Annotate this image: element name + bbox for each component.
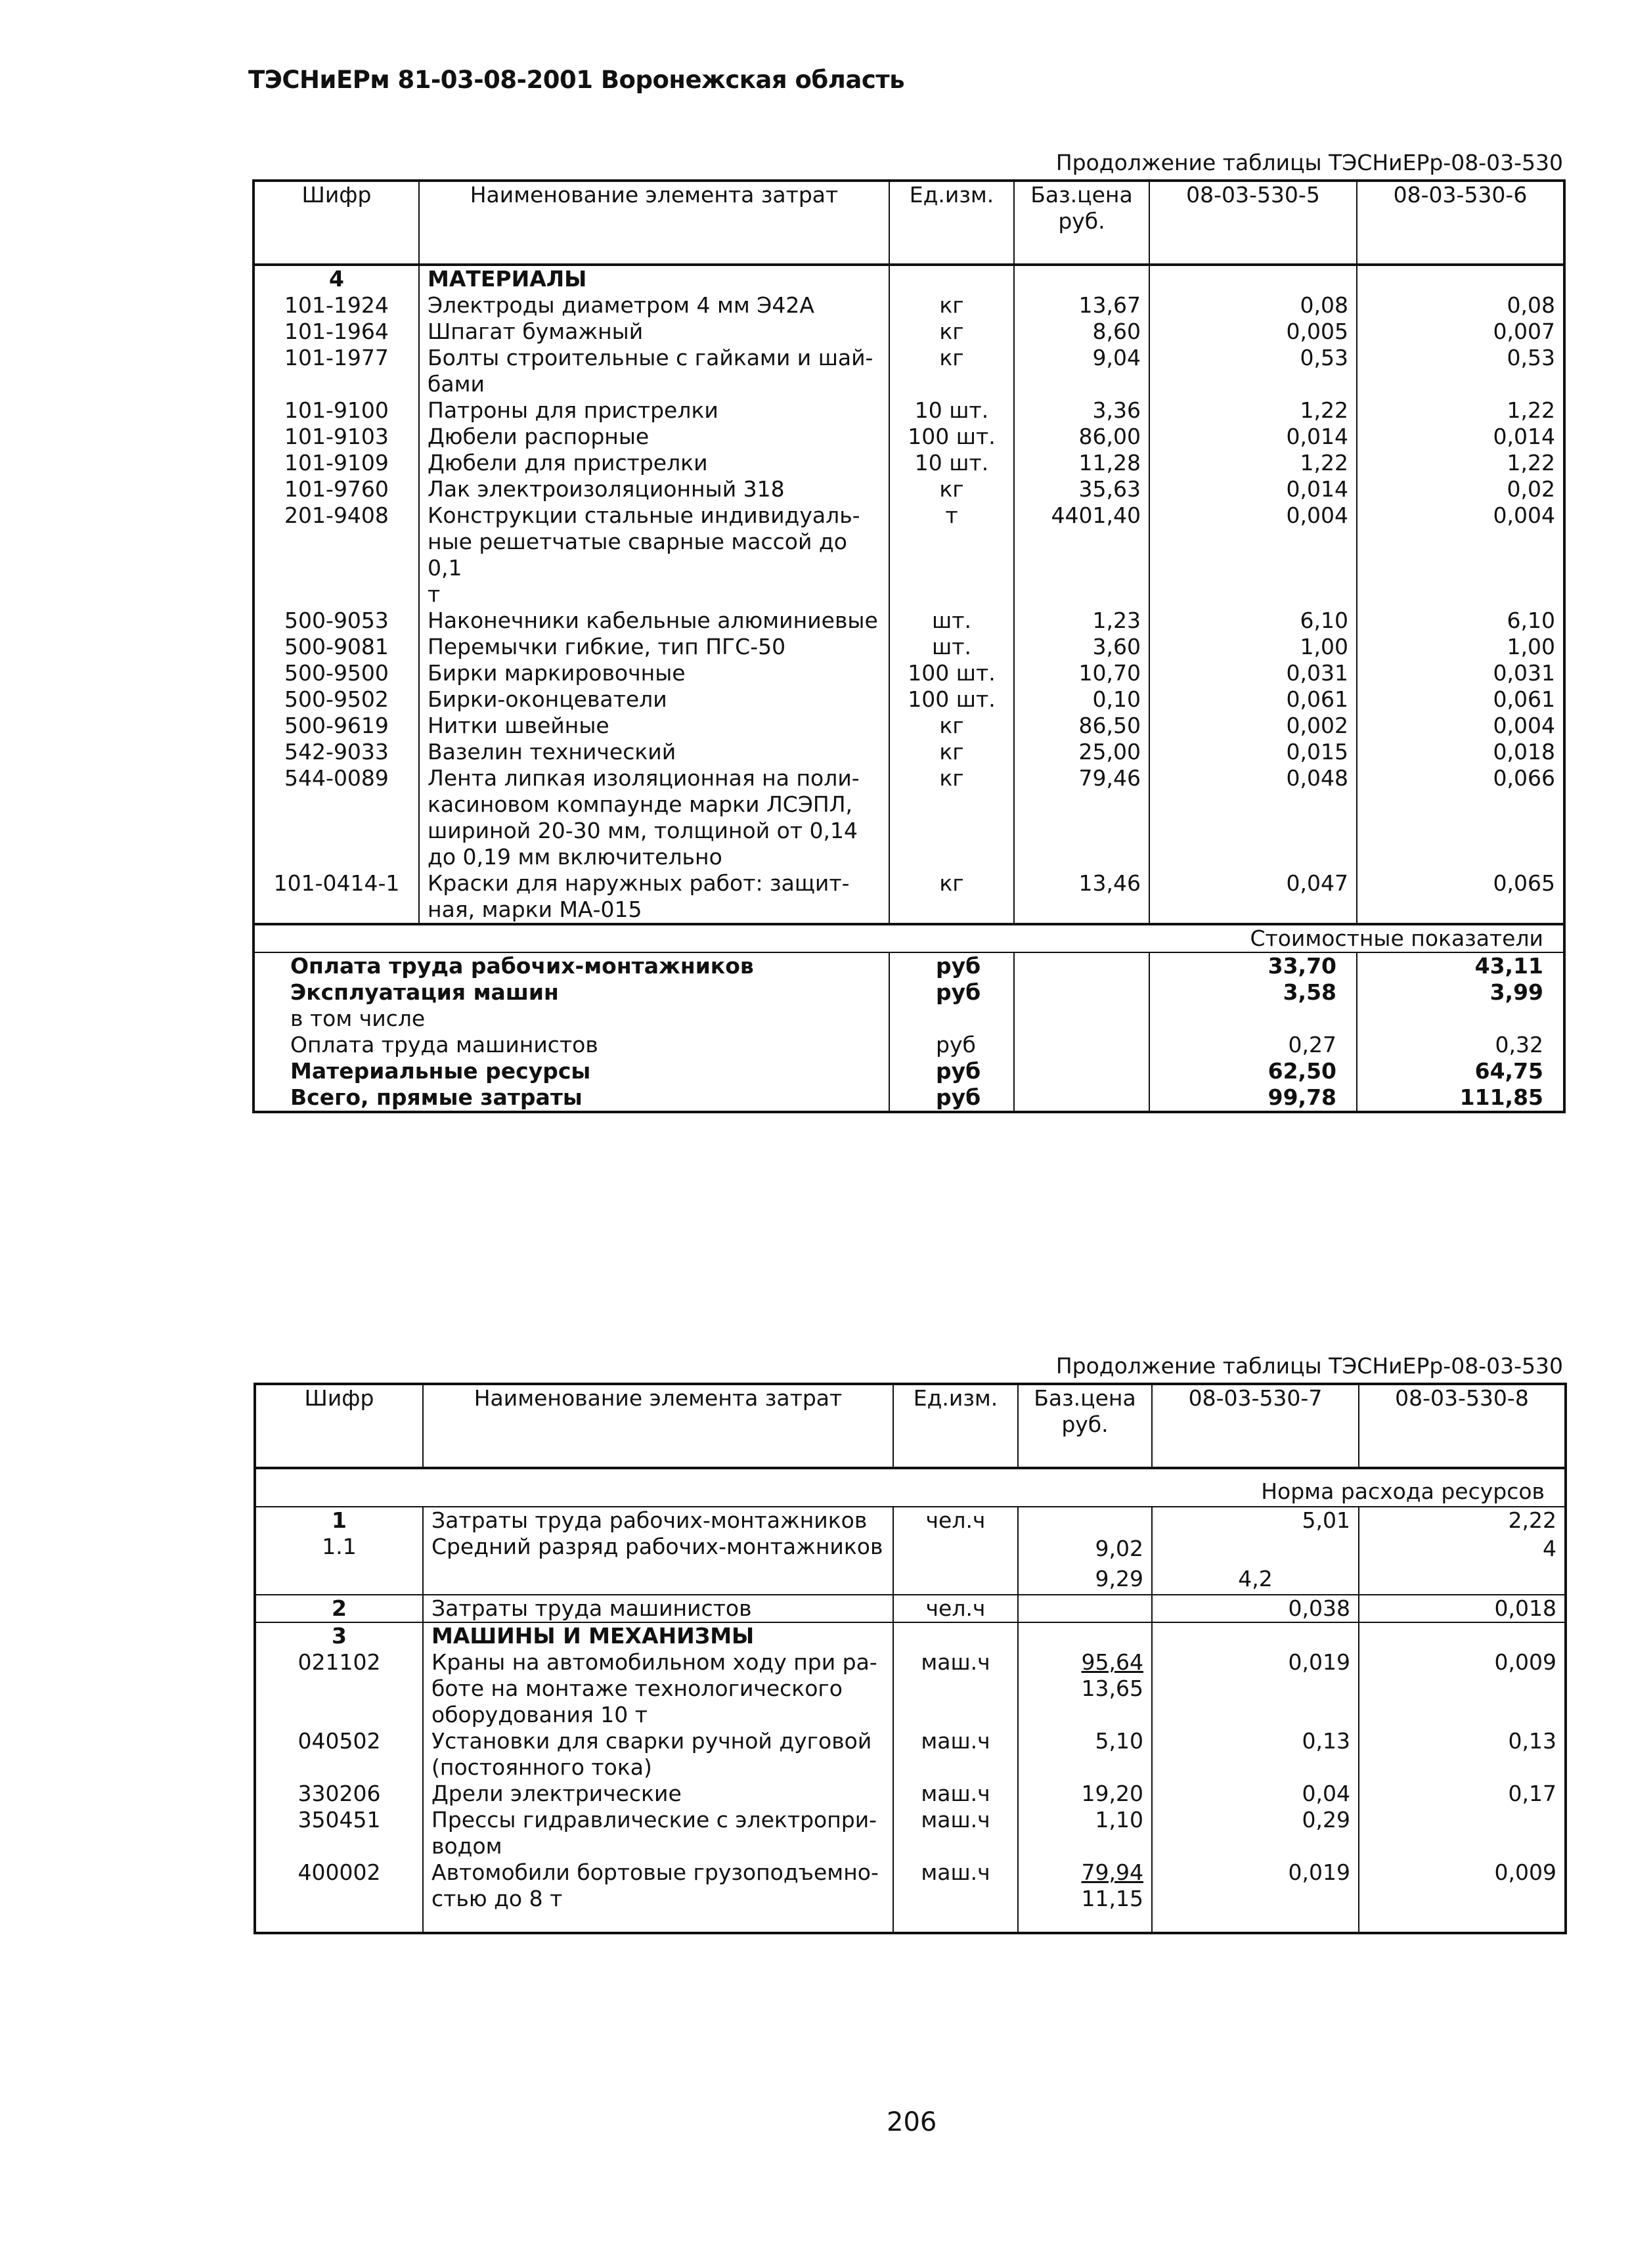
row-value-1: 0,005 [1149,319,1357,345]
row-unit: кг [889,476,1014,502]
row-value-2: 0,13 [1359,1728,1566,1781]
table-row [254,686,1564,713]
summary-value-1: 3,58 [1149,979,1357,1006]
summary-unit: руб [889,979,1014,1006]
row-value-2: 0,066 [1357,765,1564,870]
summary-price [1014,1084,1149,1112]
cost-caption: Стоимостные показатели [254,924,1564,952]
header-unit: Ед.изм. [893,1384,1018,1468]
summary-row [254,979,1564,1006]
row-value-1: 1,22 [1149,397,1357,424]
row-code: 101-9760 [284,476,389,502]
row-value-1: 0,048 [1149,765,1357,870]
summary-unit: руб [889,1084,1014,1112]
row-code: 101-0414-1 [273,870,400,896]
row-unit: маш.ч [893,1649,1018,1728]
row-value-1: 0,047 [1149,870,1357,924]
header-code: Шифр [255,1384,423,1468]
row-code: 330206 [298,1781,381,1806]
row-value-2: 2,22 [1359,1507,1566,1534]
row-code: 101-9109 [284,450,389,476]
row-value-2: 0,065 [1357,870,1564,924]
row-price: 1,23 [1014,608,1149,634]
row-name: Дюбели распорные [419,424,889,450]
row-unit: 100 шт. [889,424,1014,450]
table-row [254,397,1564,424]
row-value-1: 0,038 [1152,1595,1359,1622]
row-value-1: 4,2 [1238,1566,1273,1591]
row-name: Средний разряд рабочих-монтажников [423,1534,893,1595]
row-price: 79,46 [1014,765,1149,870]
row-price: 86,50 [1014,713,1149,739]
row-value-2: 0,007 [1357,319,1564,345]
row-unit: 100 шт. [889,686,1014,713]
row-value-2: 0,009 [1359,1649,1566,1728]
row-price-secondary: 11,15 [1081,1886,1143,1911]
row-price: 11,28 [1014,450,1149,476]
table-row [254,476,1564,502]
row-name: Перемычки гибкие, тип ПГС-50 [419,634,889,660]
row-name: Затраты труда машинистов [423,1595,893,1622]
table2 [254,1383,1567,1934]
row-name: Краны на автомобильном ходу при ра- боте на монтаже технологического оборудования 10 т [423,1649,893,1728]
summary-label: в том числе [290,1006,426,1031]
row-code: 201-9408 [284,502,389,528]
document-title: ТЭСНиЕРм 81-03-08-2001 Воронежская область [248,66,905,94]
table-row [254,502,1564,608]
row-code: 500-9619 [284,713,389,738]
summary-unit: руб [889,1058,1014,1084]
row-value-2: 4 [1543,1536,1556,1561]
table-row [254,713,1564,739]
row-name: Дюбели для пристрелки [419,450,889,476]
row-value-2: 0,018 [1359,1595,1566,1622]
summary-row [254,1058,1564,1084]
row-code: 021102 [298,1649,381,1675]
row-name: Наконечники кабельные алюминиевые [419,608,889,634]
norm-caption: Норма расхода ресурсов [255,1468,1566,1507]
table-row [255,1781,1566,1807]
row-price: 9,04 [1014,345,1149,397]
row-price-cell [1018,1859,1152,1912]
row-value-1: 6,10 [1149,608,1357,634]
row-price: 25,00 [1014,739,1149,765]
row-value-1: 1,22 [1149,450,1357,476]
row-value-1: 0,014 [1149,476,1357,502]
table-row [254,660,1564,686]
row-code: 2 [255,1595,423,1622]
summary-price [1014,1006,1149,1032]
header-col2: 08-03-530-6 [1357,181,1564,265]
row-code: 101-9100 [284,397,389,423]
table-row [254,450,1564,476]
row-name: Бирки маркировочные [419,660,889,686]
row-value-1: 1,00 [1149,634,1357,660]
row-name: Прессы гидравлические с электропри- водом [423,1807,893,1859]
row-value-1: 0,019 [1152,1649,1359,1728]
row-name: Электроды диаметром 4 мм Э42А [419,292,889,319]
summary-unit: руб [889,1032,1014,1058]
section-name: МАТЕРИАЛЫ [419,265,889,292]
row-value-2: 0,031 [1357,660,1564,686]
summary-value-1: 33,70 [1149,952,1357,979]
summary-row [254,1084,1564,1112]
row-price: 5,10 [1095,1728,1143,1754]
row-value-1: 0,53 [1149,345,1357,397]
header-col1: 08-03-530-7 [1152,1384,1359,1468]
row-unit: 10 шт. [889,450,1014,476]
row-value-2: 0,014 [1357,424,1564,450]
summary-unit: руб [889,952,1014,979]
table-row [255,1859,1566,1912]
row-price: 3,60 [1014,634,1149,660]
row-value-1: 0,04 [1152,1781,1359,1807]
row-value-1: 0,13 [1152,1728,1359,1781]
row-code: 500-9500 [284,660,389,686]
row-unit: шт. [889,634,1014,660]
header-price: Баз.цена руб. [1018,1384,1152,1468]
table1 [252,179,1566,1113]
row-code: 1.1 [322,1534,357,1559]
summary-row [254,1032,1564,1058]
row-code: 500-9053 [284,608,389,633]
row-name: Дрели электрические [423,1781,893,1807]
summary-label: Оплата труда рабочих-монтажников [254,952,889,979]
table2-caption: Продолжение таблицы ТЭСНиЕРр-08-03-530 [1055,1353,1563,1379]
summary-value-2: 111,85 [1357,1084,1564,1112]
header-unit: Ед.изм. [889,181,1014,265]
row-price: 95,64 [1081,1649,1143,1675]
row-value-2: 1,22 [1357,450,1564,476]
norm-caption-row [255,1468,1566,1507]
row-code: 101-1977 [284,345,389,370]
row-name: Затраты труда рабочих-монтажников [423,1507,893,1534]
table-row [255,1649,1566,1728]
row-value-2: 0,018 [1357,739,1564,765]
row-code: 350451 [298,1807,381,1833]
row-name: Вазелин технический [419,739,889,765]
row-value-1: 0,004 [1149,502,1357,608]
row-unit: т [889,502,1014,608]
section-row [255,1622,1566,1649]
row-price-a: 9,02 [1095,1536,1143,1561]
summary-price [1014,952,1149,979]
row-price: 79,94 [1081,1859,1143,1885]
row-unit: кг [889,319,1014,345]
row-price: 19,20 [1081,1781,1143,1806]
row-unit: маш.ч [893,1807,1018,1859]
section-row [254,265,1564,292]
row-unit: кг [889,765,1014,870]
row-price: 8,60 [1014,319,1149,345]
row-code: 544-0089 [284,765,389,791]
table-row [254,424,1564,450]
row-price-b: 9,29 [1095,1566,1143,1591]
table1-caption: Продолжение таблицы ТЭСНиЕРр-08-03-530 [1055,150,1563,175]
row-unit: кг [889,345,1014,397]
row-code: 542-9033 [284,739,389,765]
row-value-2: 0,08 [1357,292,1564,319]
summary-label: Материальные ресурсы [290,1058,591,1084]
row-value-2: 0,061 [1357,686,1564,713]
row-value-2: 1,00 [1357,634,1564,660]
table1-header-row [254,181,1564,265]
summary-value-2: 43,11 [1357,952,1564,979]
row-value-2: 0,004 [1357,713,1564,739]
row-value-2: 0,02 [1357,476,1564,502]
table-row [255,1728,1566,1781]
summary-label: Оплата труда машинистов [290,1032,598,1057]
row-name: Конструкции стальные индивидуаль- ные решетчатые сварные массой до 0,1 т [419,502,889,608]
row-price: 1,10 [1095,1807,1143,1833]
table2-header-row [255,1384,1566,1468]
row-price: 13,67 [1014,292,1149,319]
row-name: Лента липкая изоляционная на поли- касиновом компаунде марки ЛСЭПЛ, шириной 20-30 мм, толщиной от 0,14 до 0,19 мм включительно [419,765,889,870]
row-code: 101-9103 [284,424,389,449]
row-unit: 10 шт. [889,397,1014,424]
header-price: Баз.цена руб. [1014,181,1149,265]
summary-unit [889,1006,1014,1032]
table-row [254,765,1564,870]
row-value-1: 0,015 [1149,739,1357,765]
row-value-2: 0,009 [1359,1859,1566,1912]
row-price-cell [1018,1649,1152,1728]
row-code: 1 [255,1507,423,1534]
row-value-1: 5,01 [1152,1507,1359,1534]
row-name: Шпагат бумажный [419,319,889,345]
row-unit: шт. [889,608,1014,634]
summary-value-1: 99,78 [1149,1084,1357,1112]
row-name: Патроны для пристрелки [419,397,889,424]
row-code: 500-9502 [284,686,389,712]
row-unit: чел.ч [893,1595,1018,1622]
row-unit: кг [889,739,1014,765]
summary-value-2 [1357,1006,1564,1032]
row-value-1: 0,002 [1149,713,1357,739]
section-code: 4 [329,266,344,292]
row-code: 400002 [298,1859,381,1885]
row-price: 86,00 [1014,424,1149,450]
row-price: 4401,40 [1014,502,1149,608]
table-row [255,1507,1566,1534]
row-price: 10,70 [1014,660,1149,686]
table-row [254,739,1564,765]
cost-caption-row [254,924,1564,952]
row-name: Автомобили бортовые грузоподъемно- стью до 8 т [423,1859,893,1912]
row-price: 0,10 [1014,686,1149,713]
header-col1: 08-03-530-5 [1149,181,1357,265]
table-row [254,870,1564,924]
row-name: Бирки-оконцеватели [419,686,889,713]
row-unit: кг [889,870,1014,924]
row-name: Нитки швейные [419,713,889,739]
table-row [255,1534,1566,1595]
row-unit: маш.ч [893,1781,1018,1807]
summary-price [1014,1032,1149,1058]
row-name: Установки для сварки ручной дуговой (постоянного тока) [423,1728,893,1781]
row-value-1: 0,014 [1149,424,1357,450]
header-name: Наименование элемента затрат [423,1384,893,1468]
summary-value-1: 62,50 [1149,1058,1357,1084]
page-number: 206 [887,2107,937,2137]
summary-row [254,1006,1564,1032]
table-row [254,634,1564,660]
row-name: Лак электроизоляционный 318 [419,476,889,502]
row-code: 500-9081 [284,634,389,659]
summary-value-2: 64,75 [1357,1058,1564,1084]
table-row [254,608,1564,634]
summary-value-1 [1149,1006,1357,1032]
row-price-cell [1018,1781,1152,1807]
row-value-2: 0,53 [1357,345,1564,397]
row-value-2: 1,22 [1357,397,1564,424]
row-unit: маш.ч [893,1859,1018,1912]
table-row [254,319,1564,345]
header-col2: 08-03-530-8 [1359,1384,1566,1468]
table-row [255,1807,1566,1859]
header-code: Шифр [254,181,419,265]
table-row [254,292,1564,319]
table-row [255,1595,1566,1622]
row-value-1: 0,08 [1149,292,1357,319]
row-value-2: 6,10 [1357,608,1564,634]
row-unit: маш.ч [893,1728,1018,1781]
row-price-cell [1018,1728,1152,1781]
section-code: 3 [255,1622,423,1649]
row-value-2 [1359,1807,1566,1859]
row-price: 35,63 [1014,476,1149,502]
summary-price [1014,1058,1149,1084]
row-price-secondary: 13,65 [1081,1676,1143,1701]
row-value-1: 0,061 [1149,686,1357,713]
summary-price [1014,979,1149,1006]
row-code: 101-1924 [284,292,389,318]
row-unit: кг [889,292,1014,319]
summary-value-2: 3,99 [1357,979,1564,1006]
row-value-2: 0,17 [1359,1781,1566,1807]
row-unit: чел.ч [893,1507,1018,1534]
section-name: МАШИНЫ И МЕХАНИЗМЫ [423,1622,893,1649]
summary-value-2: 0,32 [1357,1032,1564,1058]
header-name: Наименование элемента затрат [419,181,889,265]
row-unit: кг [889,713,1014,739]
summary-label: Эксплуатация машин [290,979,559,1005]
row-price-cell [1018,1807,1152,1859]
table-row [254,345,1564,397]
row-price: 13,46 [1014,870,1149,924]
row-value-1: 0,031 [1149,660,1357,686]
row-code: 040502 [298,1728,381,1754]
row-value-2: 0,004 [1357,502,1564,608]
summary-label: Всего, прямые затраты [290,1084,583,1110]
row-name: Болты строительные с гайками и шай- бами [419,345,889,397]
row-name: Краски для наружных работ: защит- ная, марки МА-015 [419,870,889,924]
summary-value-1: 0,27 [1149,1032,1357,1058]
row-unit: 100 шт. [889,660,1014,686]
summary-row [254,952,1564,979]
row-value-1: 0,29 [1152,1807,1359,1859]
row-price: 3,36 [1014,397,1149,424]
row-value-1: 0,019 [1152,1859,1359,1912]
row-code: 101-1964 [284,319,389,344]
